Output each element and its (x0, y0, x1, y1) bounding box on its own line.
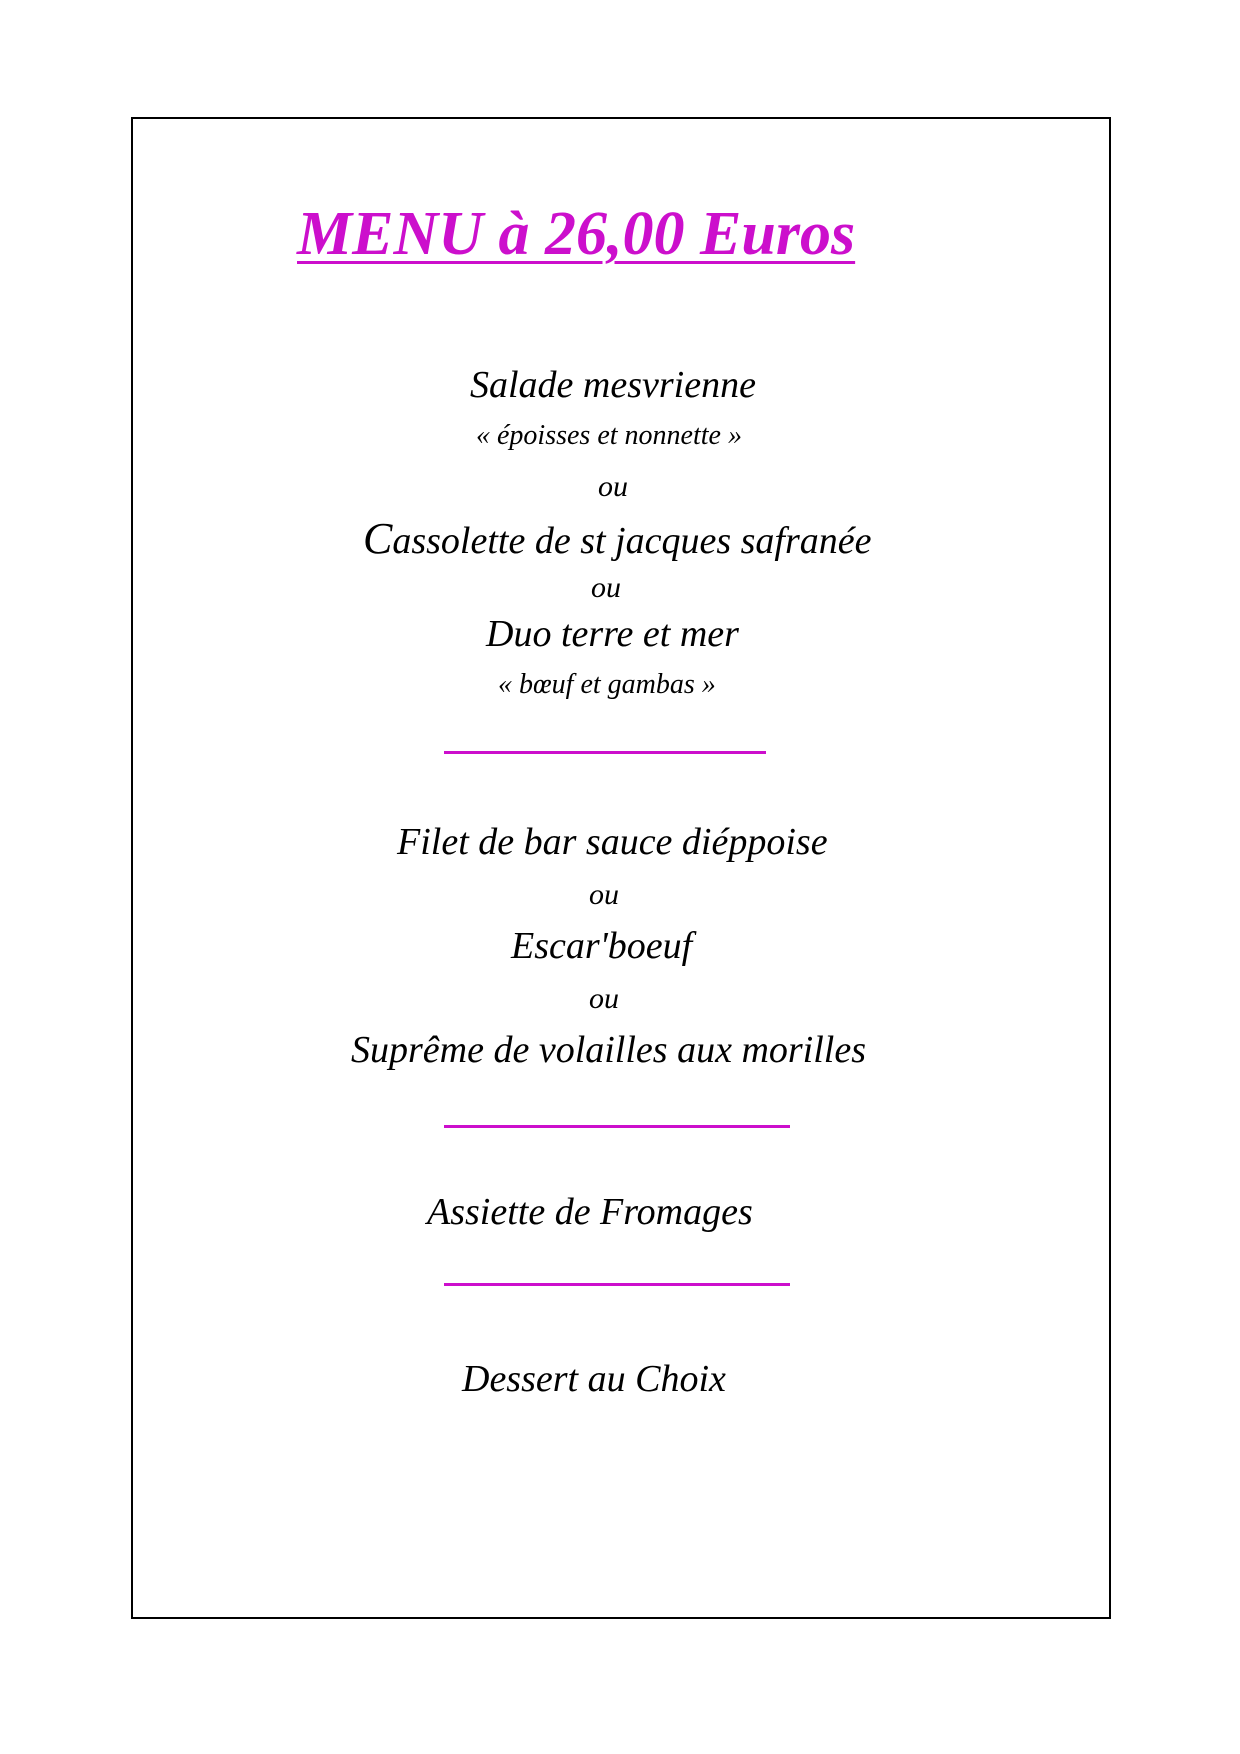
starter-salade-detail: « époisses et nonnette » (476, 420, 742, 451)
menu-title: MENU à 26,00 Euros (297, 200, 856, 268)
starter-salade: Salade mesvrienne (470, 364, 756, 406)
main-filet-de-bar: Filet de bar sauce diéppoise (397, 821, 828, 863)
main-supreme: Suprême de volailles aux morilles (351, 1029, 867, 1071)
cheese-course: Assiette de Fromages (427, 1191, 753, 1233)
starter-or-1: ou (598, 470, 628, 503)
section-separator-1 (444, 751, 766, 754)
main-or-2: ou (589, 982, 619, 1015)
starter-duo: Duo terre et mer (486, 613, 739, 655)
dessert-course: Dessert au Choix (462, 1358, 726, 1400)
starter-duo-detail: « bœuf et gambas » (498, 669, 716, 700)
section-separator-2 (444, 1125, 790, 1128)
main-escarboeuf: Escar'boeuf (511, 925, 693, 967)
starter-cassolette: Cassolette de st jacques safranée (363, 514, 872, 563)
starter-or-2: ou (591, 571, 621, 604)
section-separator-3 (444, 1283, 790, 1286)
main-or-1: ou (589, 878, 619, 911)
